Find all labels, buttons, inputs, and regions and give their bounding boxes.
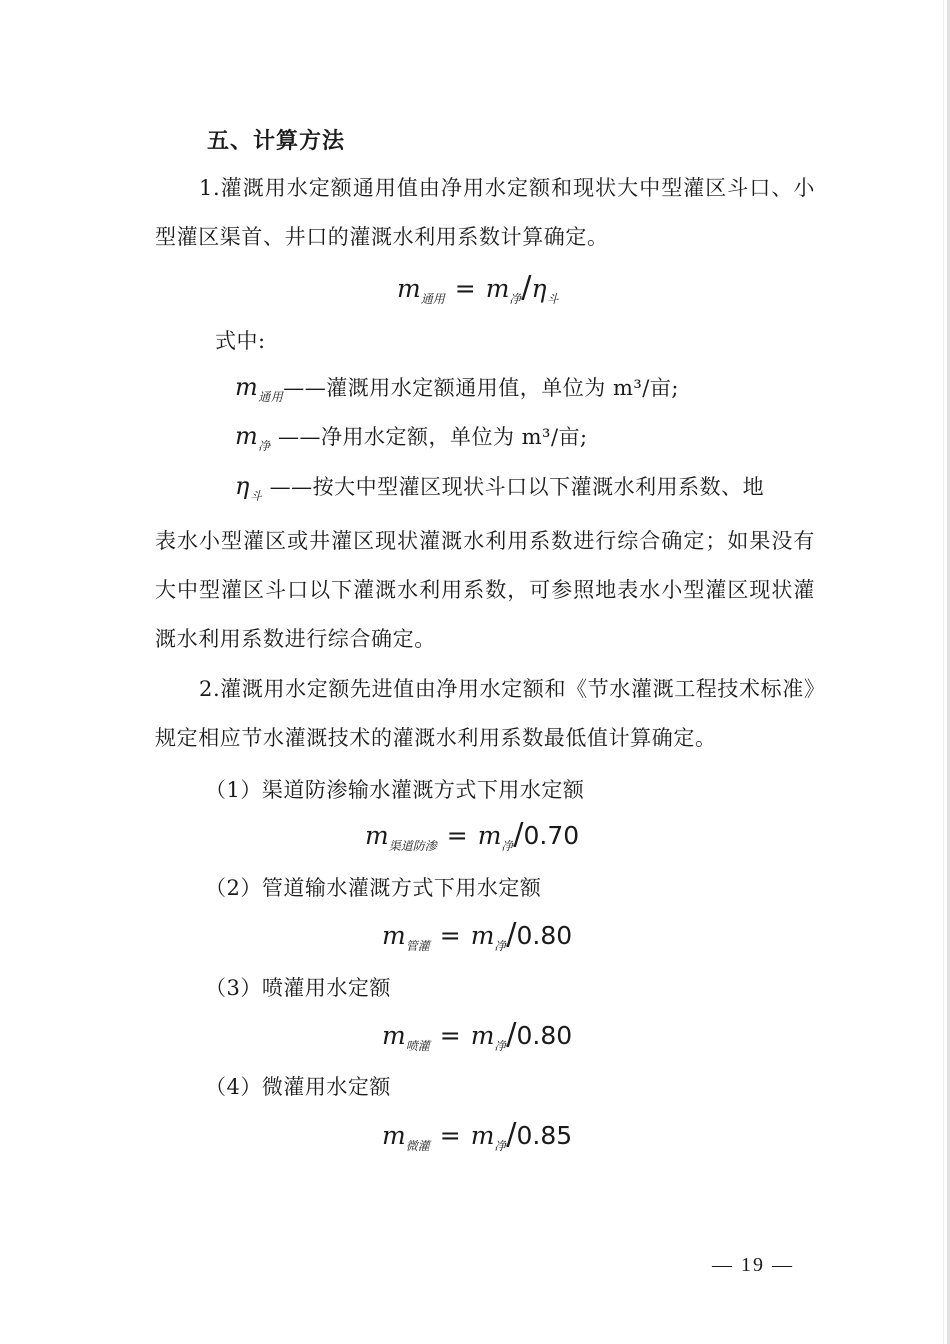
division-slash: / <box>521 270 532 305</box>
formula-general <box>397 270 559 307</box>
page-number: — 19 — <box>712 1254 794 1276</box>
formula-item-4 <box>382 1117 572 1154</box>
equals-sign: = <box>439 1121 461 1150</box>
where-label: 式中: <box>215 329 266 353</box>
formula-subscript: 斗 <box>546 292 559 306</box>
equals-sign: = <box>446 821 468 850</box>
formula-symbol: η <box>531 274 547 303</box>
formula-subscript: 喷灌 <box>405 1039 430 1053</box>
formula-subscript: 净 <box>494 939 507 953</box>
formula-symbol: m <box>470 1021 495 1050</box>
definition-net <box>235 421 588 454</box>
definition-symbol: η <box>235 472 250 500</box>
formula-symbol: m <box>397 274 421 303</box>
formula-item-2 <box>382 917 572 954</box>
section-heading: 五、计算方法 <box>207 128 346 154</box>
formula-symbol: m <box>382 1121 406 1150</box>
formula-subscript: 渠道防渗 <box>388 839 437 853</box>
definition-eta <box>235 471 764 504</box>
formula-symbol: m <box>382 921 406 950</box>
paragraph-1: 1.灌溉用水定额通用值由净用水定额和现状大中型灌区斗口、小型灌区渠首、井口的灌溉水利用系数计算确定。 <box>155 176 815 249</box>
coefficient-value: 0.80 <box>516 921 573 950</box>
division-slash: / <box>506 1117 517 1152</box>
formula-subscript: 管灌 <box>405 939 430 953</box>
equals-sign: = <box>439 1021 461 1050</box>
formula-item-3 <box>382 1017 572 1054</box>
item-3-label: （3）喷灌用水定额 <box>205 976 391 1000</box>
coefficient-value: 0.70 <box>523 821 580 850</box>
formula-subscript: 净 <box>494 1139 507 1153</box>
item-1-label: （1）渠道防渗输水灌溉方式下用水定额 <box>205 778 585 802</box>
formula-item-1 <box>365 817 579 854</box>
definition-subscript: 斗 <box>249 489 263 503</box>
division-slash: / <box>506 917 517 952</box>
division-slash: / <box>513 817 524 852</box>
formula-symbol: m <box>470 921 495 950</box>
definition-text: ——净用水定额，单位为 m³/亩; <box>270 425 588 449</box>
item-2-label: （2）管道输水灌溉方式下用水定额 <box>205 876 542 900</box>
definition-text: ——按大中型灌区现状斗口以下灌溉水利用系数、地 <box>262 475 765 499</box>
definition-symbol: m <box>235 373 259 401</box>
formula-subscript: 通用 <box>420 292 445 306</box>
paragraph-2: 2.灌溉用水定额先进值由净用水定额和《节水灌溉工程技术标准》规定相应节水灌溉技术的灌溉水利用系数最低值计算确定。 <box>155 677 815 750</box>
paragraph-eta-continued: 表水小型灌区或井灌区现状灌溉水利用系数进行综合确定；如果没有大中型灌区斗口以下灌溉水利用系数，可参照地表水小型灌区现状灌溉水利用系数进行综合确定。 <box>155 529 815 651</box>
coefficient-value: 0.80 <box>516 1021 573 1050</box>
formula-subscript: 净 <box>509 292 522 306</box>
formula-symbol: m <box>382 1021 406 1050</box>
page-edge-line <box>943 0 944 1344</box>
definition-subscript: 净 <box>258 439 271 453</box>
formula-subscript: 微灌 <box>405 1139 430 1153</box>
formula-symbol: m <box>477 821 502 850</box>
definition-general <box>235 372 679 405</box>
formula-symbol: m <box>365 821 389 850</box>
equals-sign: = <box>439 921 461 950</box>
equals-sign: = <box>454 274 476 303</box>
formula-symbol: m <box>470 1121 495 1150</box>
item-4-label: （4）微灌用水定额 <box>205 1075 391 1099</box>
coefficient-value: 0.85 <box>516 1121 573 1150</box>
definition-text: ——灌溉用水定额通用值，单位为 m³/亩; <box>283 376 679 400</box>
formula-subscript: 净 <box>501 839 514 853</box>
definition-symbol: m <box>235 422 259 450</box>
formula-subscript: 净 <box>494 1039 507 1053</box>
definition-subscript: 通用 <box>258 390 284 404</box>
division-slash: / <box>506 1017 517 1052</box>
formula-symbol: m <box>485 274 510 303</box>
